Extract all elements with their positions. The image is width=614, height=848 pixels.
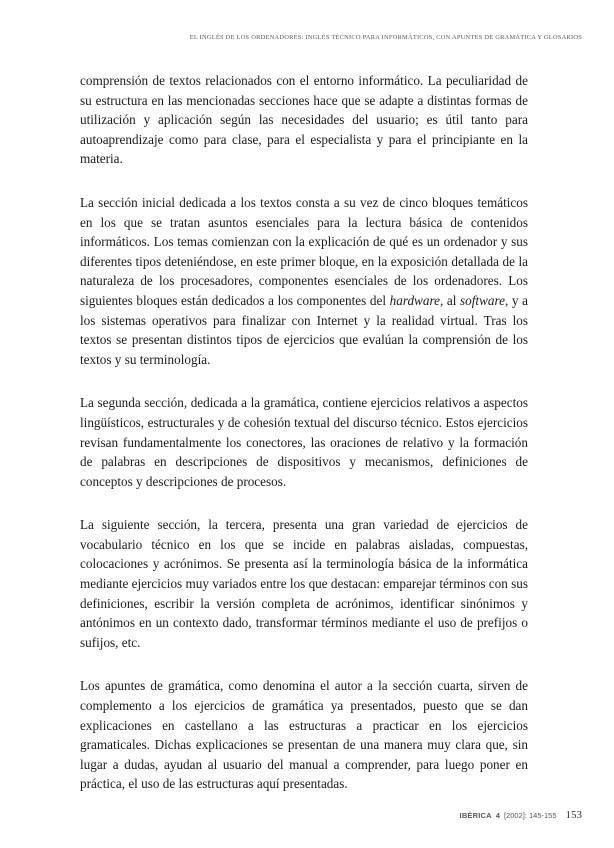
- paragraph-text: , al: [439, 292, 461, 308]
- paragraph-3: [80, 393, 528, 491]
- paragraph-text: Los apuntes de gramática, como denomina el autor a la sección cuarta, sirven de complemento a los ejercicios de gramática ya presentados, puesto que se dan explicaciones en castellano a las estructuras a practicar en los ejercicios gramaticales. Dichas explicaciones se presentan de una manera muy clara que, sin lugar a dudas, ayudan al usuario del manual a comprender, para luego poner en práctica, el uso de las estructuras aquí presentadas.: [80, 678, 528, 792]
- paragraph-4: [80, 515, 528, 652]
- paragraph-text: La sección inicial dedicada a los textos consta a su vez de cinco bloques temáticos en los que se tratan asuntos esenciales para la lectura básica de contenidos informáticos. Los temas comienzan con la explicación de qué es un ordenador y sus diferentes tipos deteniéndose, en este primer bloque, en la exposición detallada de la naturaleza de los procesadores, componentes esenciales de los ordenadores. Los siguientes bloques están dedicados a los componentes del: [80, 194, 528, 308]
- term-hardware: hardware: [389, 292, 440, 308]
- term-software: software: [460, 292, 505, 308]
- journal-volume: 4: [495, 811, 500, 820]
- paragraph-text: La segunda sección, dedicada a la gramática, contiene ejercicios relativos a aspectos lingüísticos, estructurales y de cohesión textual del discurso técnico. Estos ejercicios revisan fundamentalmente los conectores, las oraciones de relativo y la formación de palabras en descripciones de dispositivos y mecanismos, definiciones de conceptos y descripciones de procesos.: [80, 395, 528, 489]
- paragraph-text: , y a los sistemas operativos para finalizar con Internet y la realidad virtual. Tras los textos se presentan distintos tipos de ejercicios que evalúan la comprensión de los textos y su terminología.: [80, 292, 528, 367]
- running-header: EL INGLÉS DE LOS ORDENADORES: INGLÉS TÉCNICO PARA INFORMÁTICOS, CON APUNTES DE GRAMÁTICA Y GLOSARIOS: [189, 34, 582, 41]
- paragraph-text: comprensión de textos relacionados con el entorno informático. La peculiaridad de su estructura en las mencionadas secciones hace que se adapte a distintas formas de utilización y aplicación según las necesidades del usuario; es útil tanto para autoaprendizaje como para clase, para el especialista y para el principiante en la materia.: [80, 73, 528, 167]
- page-number: 153: [565, 809, 582, 821]
- journal-year-pages: [2002]: 145-155: [503, 811, 557, 820]
- paragraph-5: [80, 676, 528, 794]
- paragraph-1: [80, 71, 528, 169]
- article-body: [80, 71, 528, 794]
- page-footer: [460, 805, 582, 823]
- paragraph-2: [80, 193, 528, 369]
- journal-name: IBÉRICA: [459, 811, 492, 820]
- paragraph-text: La siguiente sección, la tercera, presenta una gran variedad de ejercicios de vocabulario técnico en los que se incide en palabras aisladas, compuestas, colocaciones y acrónimos. Se presenta así la terminología básica de la informática mediante ejercicios muy variados entre los que destacan: emparejar términos con sus definiciones, escribir la versión completa de acrónimos, identificar sinónimos y antónimos en un contexto dado, transformar términos mediante el uso de prefijos o sufijos, etc.: [80, 517, 528, 650]
